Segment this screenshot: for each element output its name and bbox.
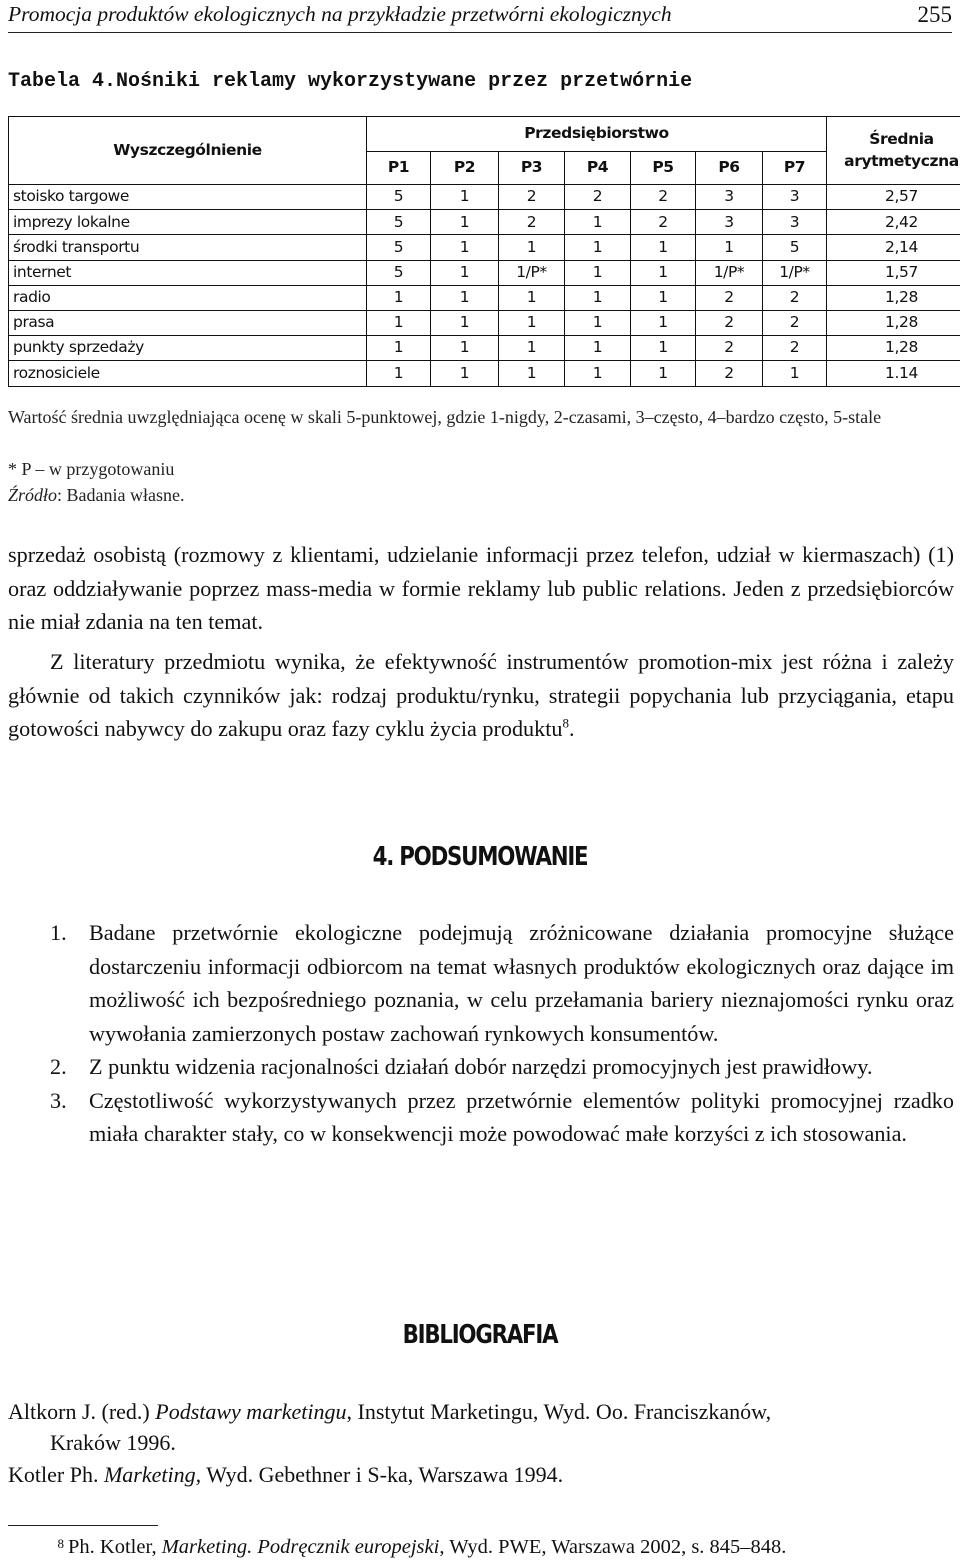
bibliography-entry	[8, 1396, 954, 1458]
page-number: 255	[917, 2, 952, 27]
table-cell: 2	[696, 285, 763, 310]
table-cell: 1	[431, 260, 499, 285]
row-label: stoisko targowe	[9, 185, 367, 210]
company-header: P6	[696, 152, 763, 185]
table-body	[9, 185, 960, 387]
footnote-mark: 8	[57, 1536, 64, 1551]
table-cell: 3	[696, 210, 763, 235]
table-cell: 2	[499, 210, 565, 235]
table-row	[9, 210, 960, 235]
bibliography-continuation: Kraków 1996.	[50, 1430, 176, 1455]
scale-note: Wartość średnia uwzględniająca ocenę w skali 5-punktowej, gdzie 1-nigdy, 2-czasami, 3–często, 4–bardzo często, 5-stale	[8, 407, 882, 427]
table-cell: 5	[367, 260, 431, 285]
table-cell: 5	[763, 235, 827, 260]
company-header: P3	[499, 152, 565, 185]
conclusion-item	[8, 916, 954, 1050]
table-cell: 1/P*	[499, 260, 565, 285]
column-header-item: Wyszczególnienie	[9, 117, 367, 185]
bibliography-publisher: Wyd. Gebethner i S-ka, Warszawa 1994.	[201, 1462, 564, 1487]
table-cell: 1	[431, 285, 499, 310]
mean-cell: 2,14	[827, 235, 960, 260]
company-header: P2	[431, 152, 499, 185]
table-cell: 1	[367, 361, 431, 386]
mean-cell: 1,28	[827, 310, 960, 335]
conclusion-number: 2.	[50, 1054, 67, 1079]
table-cell: 5	[367, 235, 431, 260]
table-cell: 1	[565, 310, 631, 335]
mean-cell: 1,28	[827, 285, 960, 310]
bibliography-publisher: , Instytut Marketingu, Wyd. Oo. Franciszkanów,	[346, 1399, 772, 1424]
table-cell: 1	[631, 310, 696, 335]
body-paragraph-2-end: .	[569, 716, 575, 741]
table-cell: 1	[631, 336, 696, 361]
section-heading-summary: 4. PODSUMOWANIE	[372, 842, 588, 872]
conclusion-text: Częstotliwość wykorzystywanych przez przetwórnie elementów polityki promocyjnej rzadko miała charakter stały, co w konsekwencji może powodować małe korzyści z ich stosowania.	[89, 1087, 954, 1146]
asterisk-note: * P – w przygotowaniu	[8, 459, 175, 479]
table-row	[9, 185, 960, 210]
table-cell: 2	[631, 185, 696, 210]
source-label: Źródło	[8, 485, 58, 505]
table-cell: 1/P*	[763, 260, 827, 285]
bibliography-authors: Kotler Ph.	[8, 1462, 104, 1487]
table-row	[9, 235, 960, 260]
column-header-mean: Średnia arytmetyczna	[827, 117, 960, 185]
bibliography-title: Marketing,	[103, 1462, 202, 1487]
table-cell: 1	[565, 285, 631, 310]
mean-cell: 1,57	[827, 260, 960, 285]
table-cell: 3	[763, 210, 827, 235]
row-label: radio	[9, 285, 367, 310]
company-header: P5	[631, 152, 696, 185]
table-cell: 1	[499, 235, 565, 260]
table-cell: 1/P*	[696, 260, 763, 285]
table-cell: 2	[696, 336, 763, 361]
row-label: internet	[9, 260, 367, 285]
source-text: : Badania własne.	[57, 485, 185, 505]
table-cell: 1	[431, 185, 499, 210]
footnote-reference: 8	[562, 715, 570, 731]
advertising-media-table	[8, 116, 960, 387]
table-cell: 2	[631, 210, 696, 235]
table-title: Tabela 4.Nośniki reklamy wykorzystywane przez przetwórnie	[8, 70, 693, 93]
table-cell: 1	[499, 361, 565, 386]
table-cell: 1	[367, 310, 431, 335]
table-cell: 1	[499, 285, 565, 310]
row-label: punkty sprzedaży	[9, 336, 367, 361]
table-row	[9, 361, 960, 386]
source-note	[8, 485, 185, 506]
table-cell: 1	[431, 235, 499, 260]
table-cell: 1	[565, 260, 631, 285]
table-cell: 1	[367, 336, 431, 361]
company-header: P4	[565, 152, 631, 185]
footnote-pre: Ph. Kotler,	[68, 1536, 162, 1558]
conclusion-number: 1.	[50, 920, 67, 945]
mean-cell: 1,28	[827, 336, 960, 361]
table-cell: 1	[565, 210, 631, 235]
table-cell: 1	[367, 285, 431, 310]
table-cell: 3	[763, 185, 827, 210]
table-cell: 1	[631, 361, 696, 386]
table-cell: 5	[367, 210, 431, 235]
table-cell: 1	[431, 310, 499, 335]
running-title: Promocja produktów ekologicznych na przykładzie przetwórni ekologicznych	[8, 2, 672, 26]
table-cell: 1	[431, 210, 499, 235]
table-row	[9, 260, 960, 285]
conclusion-number: 3.	[50, 1087, 67, 1113]
table-cell: 2	[763, 336, 827, 361]
mean-cell: 2,42	[827, 210, 960, 235]
table-cell: 1	[431, 361, 499, 386]
table-cell: 1	[631, 260, 696, 285]
mean-cell: 2,57	[827, 185, 960, 210]
conclusion-text: Z punktu widzenia racjonalności działań dobór narzędzi promocyjnych jest prawidłowy.	[89, 1054, 873, 1079]
table-cell: 1	[565, 235, 631, 260]
conclusion-item	[8, 1084, 954, 1151]
row-label: prasa	[9, 310, 367, 335]
table-cell: 2	[696, 361, 763, 386]
row-label: środki transportu	[9, 235, 367, 260]
conclusion-text: Badane przetwórnie ekologiczne podejmują zróżnicowane działania promocyjne służące dostarczeniu informacji odbiorcom na temat własnych produktów ekologicznych oraz dające im możliwość ich bezpośredniego poznania, w celu przełamania bariery nieznajomości rynku oraz wywołania zamierzonych postaw zachowań rynkowych konsumentów.	[89, 920, 954, 1046]
table-cell: 1	[763, 361, 827, 386]
table-cell: 1	[565, 336, 631, 361]
section-heading-bibliography: BIBLIOGRAFIA	[402, 1320, 558, 1350]
running-header	[8, 0, 952, 33]
row-label: roznosiciele	[9, 361, 367, 386]
bibliography-title: Podstawy marketingu	[155, 1399, 347, 1424]
footnote-title: Marketing. Podręcznik europejski	[161, 1536, 440, 1558]
footnote-post: , Wyd. PWE, Warszawa 2002, s. 845–848.	[439, 1536, 787, 1558]
table-cell: 1	[631, 235, 696, 260]
table-row	[9, 310, 960, 335]
bibliography-authors: Altkorn J. (red.)	[8, 1399, 156, 1424]
mean-cell: 1.14	[827, 361, 960, 386]
conclusions-list	[8, 916, 954, 1151]
table-cell: 2	[763, 310, 827, 335]
body-paragraph-1: sprzedaż osobistą (rozmowy z klientami, udzielanie informacji przez telefon, udział w kiermaszach) (1) oraz oddziaływanie poprzez mass-media w formie reklamy lub public relations. Jeden z przedsiębiorców nie miał zdania na ten temat.	[8, 542, 954, 634]
table-cell: 5	[367, 185, 431, 210]
company-header: P7	[763, 152, 827, 185]
body-paragraph-2-text: Z literatury przedmiotu wynika, że efektywność instrumentów promotion-mix jest różna i zależy głównie od takich czynników jak: rodzaj produktu/rynku, strategii popychania lub przyciągania, etapu gotowości nabywcy do zakupu oraz fazy cyklu życia produktu	[8, 649, 954, 741]
table-cell: 2	[763, 285, 827, 310]
table-row	[9, 336, 960, 361]
table-cell: 1	[431, 336, 499, 361]
table-cell: 2	[565, 185, 631, 210]
company-header: P1	[367, 152, 431, 185]
body-paragraph-2	[8, 645, 954, 746]
column-header-company-group: Przedsiębiorstwo	[367, 117, 827, 152]
footnote-divider	[8, 1525, 158, 1526]
table-cell: 1	[499, 336, 565, 361]
table-row	[9, 285, 960, 310]
table-cell: 1	[696, 235, 763, 260]
bibliography-entry	[8, 1459, 954, 1490]
table-cell: 3	[696, 185, 763, 210]
table-cell: 1	[499, 310, 565, 335]
row-label: imprezy lokalne	[9, 210, 367, 235]
table-cell: 1	[565, 361, 631, 386]
table-cell: 2	[696, 310, 763, 335]
footnote	[8, 1536, 954, 1559]
conclusion-item	[8, 1050, 954, 1084]
table-cell: 1	[631, 285, 696, 310]
table-cell: 2	[499, 185, 565, 210]
